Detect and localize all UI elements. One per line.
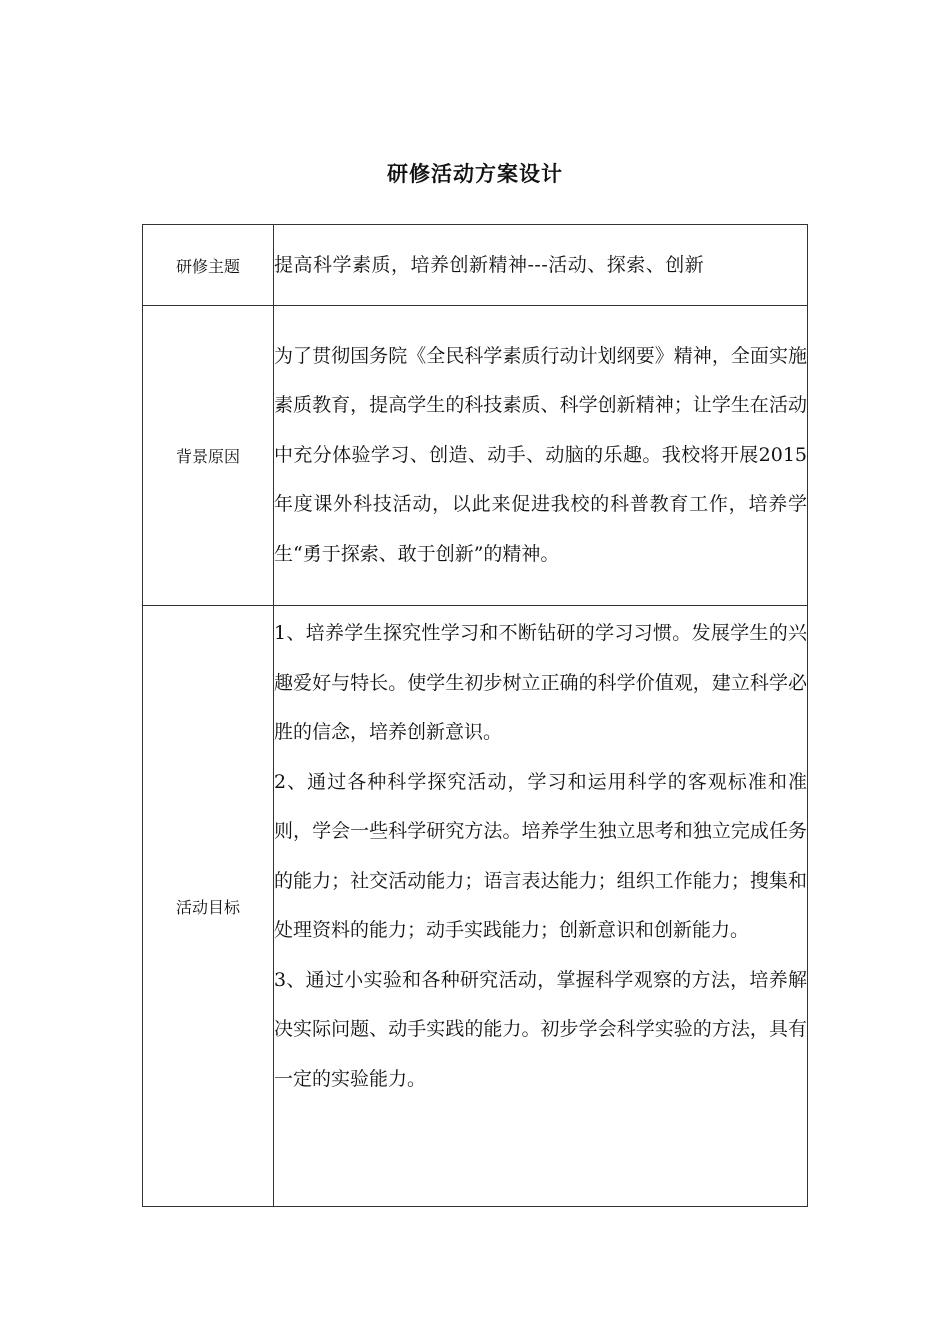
table-row-goals	[143, 606, 808, 1207]
row-content-theme	[274, 225, 808, 306]
table-row-background	[143, 306, 808, 606]
table-row-theme	[143, 225, 808, 306]
plan-table	[142, 224, 808, 1207]
background-text: 为了贯彻国务院《全民科学素质行动计划纲要》精神，全面实施素质教育，提高学生的科技素质、科学创新精神；让学生在活动中充分体验学习、创造、动手、动脑的乐趣。我校将开展2015年度课外科技活动，以此来促进我校的科普教育工作，培养学生“勇于探索、敢于创新”的精神。	[274, 344, 807, 565]
row-label-background: 背景原因	[143, 306, 274, 606]
goal-paragraph-1: 1、培养学生探究性学习和不断钻研的学习习惯。发展学生的兴趣爱好与特长。使学生初步树立正确的科学价值观，建立科学必胜的信念，培养创新意识。	[274, 622, 807, 743]
goal-paragraph-2: 2、通过各种科学探究活动，学习和运用科学的客观标准和准则，学会一些科学研究方法。培养学生独立思考和独立完成任务的能力；社交活动能力；语言表达能力；组织工作能力；搜集和处理资料的能力；动手实践能力；创新意识和创新能力。	[274, 770, 807, 941]
document-title: 研修活动方案设计	[387, 161, 563, 186]
goal-paragraph-3: 3、通过小实验和各种研究活动，掌握科学观察的方法，培养解决实际问题、动手实践的能力。初步学会科学实验的方法，具有一定的实验能力。	[274, 968, 807, 1090]
row-label-theme: 研修主题	[143, 225, 274, 306]
theme-text: 提高科学素质，培养创新精神---活动、探索、创新	[274, 254, 705, 276]
row-content-goals	[274, 606, 808, 1207]
row-content-background	[274, 306, 808, 606]
row-label-goals: 活动目标	[143, 606, 274, 1207]
